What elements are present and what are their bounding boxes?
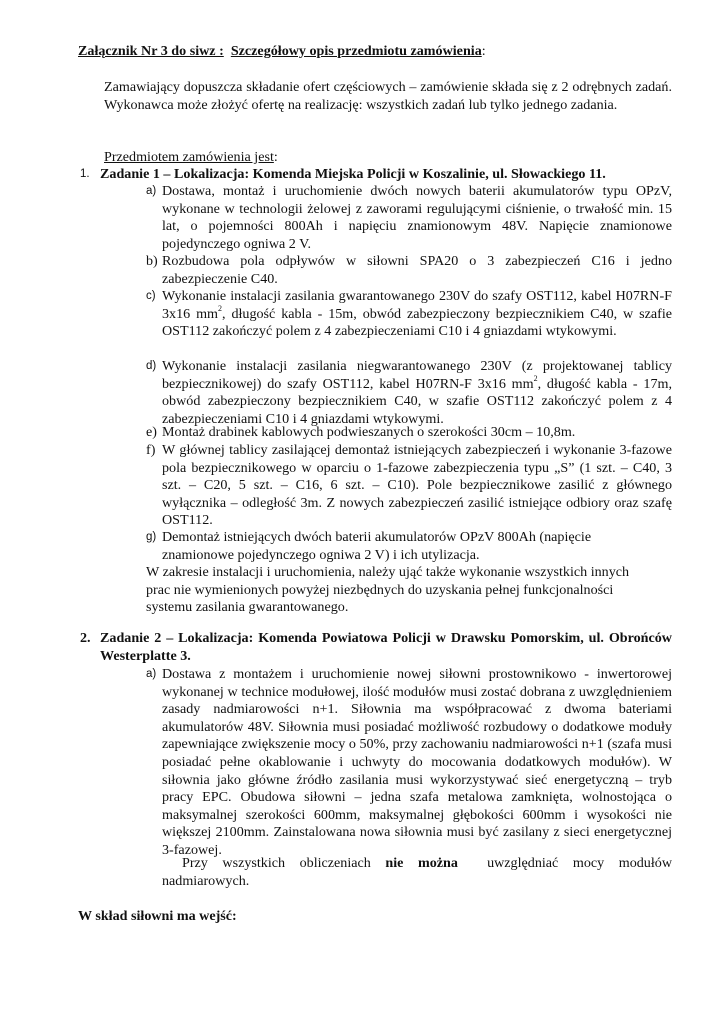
task1-item-b: Rozbudowa pola odpływów w siłowni SPA20 o 3 zabezpieczeń C16 i jedno zabezpieczenie C40. bbox=[162, 253, 672, 287]
task1-item-c-marker: c) bbox=[146, 290, 156, 302]
task1-item-d: Wykonanie instalacji zasilania niegwarantowanego 230V (z projektowanej tablicy bezpiecznikowej) do szafy OST112, kabel H07RN-F 3x16 $mm^2$, długość kabla - 17m, obwód zabezpieczony bezpiecznikiem C40, w szafie OST112 zakończyć polem z 4 zabezpieczeniami C10 i 4 gniazdami wtykowymi. bbox=[162, 358, 672, 427]
task1-heading: Zadanie 1 – Lokalizacja: Komenda Miejska Policji w Koszalinie, ul. Słowackiego 11. bbox=[100, 166, 606, 182]
task1-item-b-marker: b) bbox=[146, 253, 158, 269]
task1-item-c: Wykonanie instalacji zasilania gwarantowanego 230V do szafy OST112, kabel H07RN-F 3x16 $mm^2$, długość kabla - 15m, obwód zabezpieczony bezpiecznikiem C40, w szafie OST112 zakończyć polem z 4 zabezpieczeniami C10 i 4 gniazdami wtykowymi. bbox=[162, 288, 672, 340]
task1-item-e-marker: e) bbox=[146, 424, 157, 440]
task2-item-a: Dostawa z montażem i uruchomienie nowej siłowni prostownikowo - inwertorowej wykonanej w technice modułowej, ilość modułów musi zostać dobrana z uwzględnieniem zasady nadmiarowości n+1. Siłownia ma współpracować z dwoma bateriami akumulatorów 48V. Siłownia musi posiadać możliwość rozbudowy o dodatkowe moduły zapewniające zwiększenie mocy o 50%, przy zachowaniu nadmiarowości n+1 (szafa musi posiadać pełne okablowanie i uchwyty do mocowania dodatkowych modułów). W siłownia jako główne źródło zasilania musi wykorzystywać sieć energetyczną – tryb pracy EPC. Obudowa siłowni – jedna szafa metalowa zamknięta, wolnostojąca o maksymalnej szerokości 600mm, maksymalnej głębokości 600mm i wysokości nie większej 2100mm. Zainstalowana nowa siłownia musi być zasilany z sieci energetycznej 3-fazowej. bbox=[162, 666, 672, 858]
task2-item-a-marker: a) bbox=[146, 668, 157, 680]
task1-item-f-marker: f) bbox=[146, 442, 156, 458]
task2-heading: Zadanie 2 – Lokalizacja: Komenda Powiatowa Policji w Drawsku Pomorskim, ul. Obrońców Westerplatte 3. bbox=[100, 630, 672, 664]
task1-item-a-marker: a) bbox=[146, 185, 157, 197]
task1-item-f: W głównej tablicy zasilającej demontaż istniejących zabezpieczeń i wykonanie 3-fazowe pola bezpiecznikowego w oparciu o 1-fazowe zabezpieczenia typu „S” (1 szt. – C40, 3 szt. – C20, 5 szt. – C16, 6 szt. – C10). Pole bezpiecznikowe zasilić z głównego wyłącznika – odległość 3m. Z nowych zabezpieczeń zasilić istniejące odbiory oraz szafę OST112. bbox=[162, 442, 672, 529]
subject-title: Szczegółowy opis przedmiotu zamówienia bbox=[230, 43, 482, 59]
subject-heading: Przedmiotem zamówienia jest: bbox=[104, 149, 278, 165]
task1-item-g-marker: g) bbox=[146, 531, 157, 543]
page-title bbox=[78, 43, 678, 61]
intro-paragraph: Zamawiający dopuszcza składanie ofert częściowych – zamówienie składa się z 2 odrębnych zadań. Wykonawca może złożyć ofertę na realizację: wszystkich zadań lub tylko jednego zadania. bbox=[104, 79, 672, 113]
task1-item-a: Dostawa, montaż i uruchomienie dwóch nowych baterii akumulatorów typu OPzV, wykonane w technologii żelowej z zaworami regulującymi ciśnienie, o trwałość min. 15 lat, o pojemności 800Ah i napięciu znamionowym 48V. Napięcie znamionowe pojedynczego ogniwa 2 V. bbox=[162, 183, 672, 252]
task1-item-d-marker: d) bbox=[146, 360, 157, 372]
components-heading: W skład siłowni ma wejść: bbox=[78, 908, 237, 924]
title-colon: : bbox=[481, 43, 486, 59]
task1-item-g: Demontaż istniejących dwóch baterii akumulatorów OPzV 800Ah (napięcie znamionowe pojedynczego ogniwa 2 V) i ich utylizacja. bbox=[162, 529, 592, 563]
task1-number: 1. bbox=[80, 168, 90, 180]
attachment-label: Załącznik Nr 3 do siwz : bbox=[78, 43, 224, 59]
task1-closing-paragraph: W zakresie instalacji i uruchomienia, należy ująć także wykonanie wszystkich innych prac nie wymienionych powyżej niezbędnych do uzyskania pełnej funkcjonalności systemu zasilania gwarantowanego. bbox=[146, 564, 630, 616]
note-emphasis: nie można bbox=[385, 855, 458, 871]
task2-note: Przy wszystkich obliczeniach nie można uwzględniać mocy modułów nadmiarowych. bbox=[162, 855, 672, 889]
task2-number: 2. bbox=[80, 630, 91, 646]
task1-item-e: Montaż drabinek kablowych podwieszanych o szerokości 30cm – 10,8m. bbox=[162, 424, 576, 440]
